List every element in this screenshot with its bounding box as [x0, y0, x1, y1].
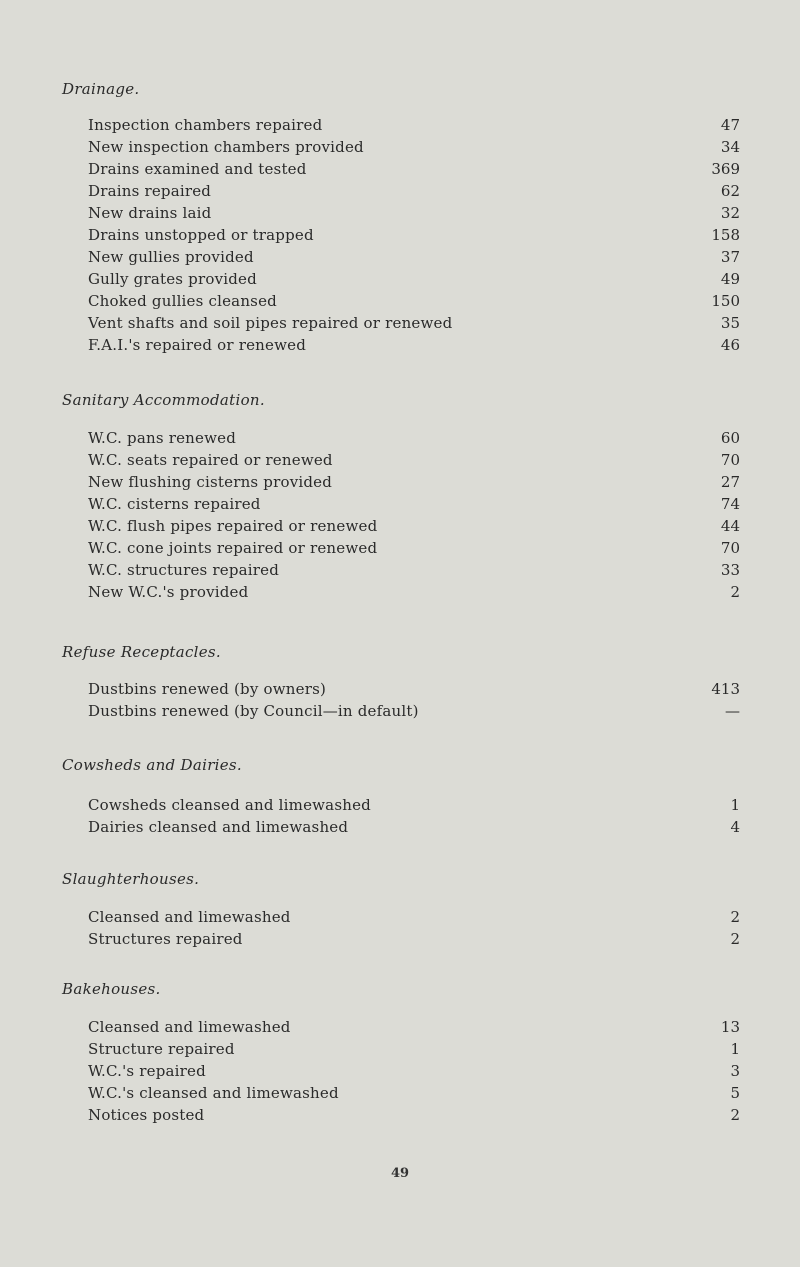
list-item [0, 1016, 800, 1038]
item-value: 2 [730, 908, 740, 926]
list-item [0, 202, 800, 224]
item-label: W.C. seats repaired or renewed [88, 451, 333, 469]
list-item [0, 678, 800, 700]
list-item [0, 449, 800, 471]
list-item [0, 1038, 800, 1060]
item-value: 13 [720, 1018, 740, 1036]
item-label: Dairies cleansed and limewashed [88, 818, 349, 836]
list-item [0, 537, 800, 559]
section-title: Slaughterhouses. [62, 870, 200, 888]
section-title: Bakehouses. [62, 980, 161, 998]
item-label: Cleansed and limewashed [88, 908, 291, 926]
item-value: 70 [720, 539, 740, 557]
item-value: 27 [720, 473, 740, 491]
item-value: 46 [720, 336, 740, 354]
item-label: W.C.'s repaired [88, 1062, 206, 1080]
list-item [0, 493, 800, 515]
section-title: Cowsheds and Dairies. [62, 756, 243, 774]
item-label: Dustbins renewed (by Council—in default) [88, 702, 419, 720]
list-item [0, 312, 800, 334]
item-value: 2 [730, 930, 740, 948]
list-item [0, 794, 800, 816]
item-value: 2 [730, 1106, 740, 1124]
item-value: 70 [720, 451, 740, 469]
item-label: Structure repaired [88, 1040, 235, 1058]
item-value: 62 [720, 182, 740, 200]
item-label: W.C.'s cleansed and limewashed [88, 1084, 339, 1102]
item-label: F.A.I.'s repaired or renewed [88, 336, 307, 354]
item-value: 150 [711, 292, 740, 310]
item-value: 2 [730, 583, 740, 601]
item-value: 158 [711, 226, 740, 244]
item-label: Drains repaired [88, 182, 212, 200]
item-value: 32 [720, 204, 740, 222]
item-value: 33 [720, 561, 740, 579]
item-value: 5 [730, 1084, 740, 1102]
list-item [0, 515, 800, 537]
item-value: 35 [720, 314, 740, 332]
item-label: Structures repaired [88, 930, 243, 948]
item-value: 49 [720, 270, 740, 288]
section-title: Sanitary Accommodation. [62, 391, 265, 409]
item-value: 37 [720, 248, 740, 266]
list-item [0, 559, 800, 581]
list-item [0, 114, 800, 136]
item-value: 44 [720, 517, 740, 535]
list-item [0, 180, 800, 202]
item-value: 34 [720, 138, 740, 156]
item-label: W.C. structures repaired [88, 561, 280, 579]
section-title: Refuse Receptacles. [62, 643, 221, 661]
list-item [0, 246, 800, 268]
item-label: Cleansed and limewashed [88, 1018, 291, 1036]
list-item [0, 158, 800, 180]
item-value: 3 [730, 1062, 740, 1080]
item-value: 4 [730, 818, 740, 836]
item-label: New gullies provided [88, 248, 254, 266]
list-item [0, 928, 800, 950]
item-label: New inspection chambers provided [88, 138, 364, 156]
item-value: 74 [720, 495, 740, 513]
item-label: W.C. cone joints repaired or renewed [88, 539, 378, 557]
list-item [0, 471, 800, 493]
item-label: New flushing cisterns provided [88, 473, 333, 491]
item-label: Drains unstopped or trapped [88, 226, 314, 244]
list-item [0, 427, 800, 449]
item-label: Drains examined and tested [88, 160, 307, 178]
list-item [0, 816, 800, 838]
item-value: 1 [730, 796, 740, 814]
item-label: Dustbins renewed (by owners) [88, 680, 327, 698]
list-item [0, 700, 800, 722]
item-label: W.C. flush pipes repaired or renewed [88, 517, 378, 535]
page-number: 49 [390, 1166, 410, 1181]
list-item [0, 906, 800, 928]
section-title: Drainage. [62, 80, 140, 98]
item-label: New W.C.'s provided [88, 583, 249, 601]
item-value: 413 [711, 680, 740, 698]
item-label: W.C. pans renewed [88, 429, 237, 447]
list-item [0, 1082, 800, 1104]
list-item [0, 334, 800, 356]
item-label: Gully grates provided [88, 270, 257, 288]
item-value: 1 [730, 1040, 740, 1058]
list-item [0, 268, 800, 290]
list-item [0, 224, 800, 246]
item-value: — [725, 702, 740, 720]
item-value: 47 [720, 116, 740, 134]
list-item [0, 1104, 800, 1126]
item-label: W.C. cisterns repaired [88, 495, 261, 513]
item-label: Notices posted [88, 1106, 205, 1124]
list-item [0, 290, 800, 312]
item-label: Vent shafts and soil pipes repaired or renewed [88, 314, 453, 332]
item-value: 60 [720, 429, 740, 447]
item-label: Cowsheds cleansed and limewashed [88, 796, 371, 814]
list-item [0, 136, 800, 158]
item-label: Choked gullies cleansed [88, 292, 277, 310]
item-value: 369 [711, 160, 740, 178]
item-label: Inspection chambers repaired [88, 116, 323, 134]
list-item [0, 1060, 800, 1082]
item-label: New drains laid [88, 204, 212, 222]
list-item [0, 581, 800, 603]
